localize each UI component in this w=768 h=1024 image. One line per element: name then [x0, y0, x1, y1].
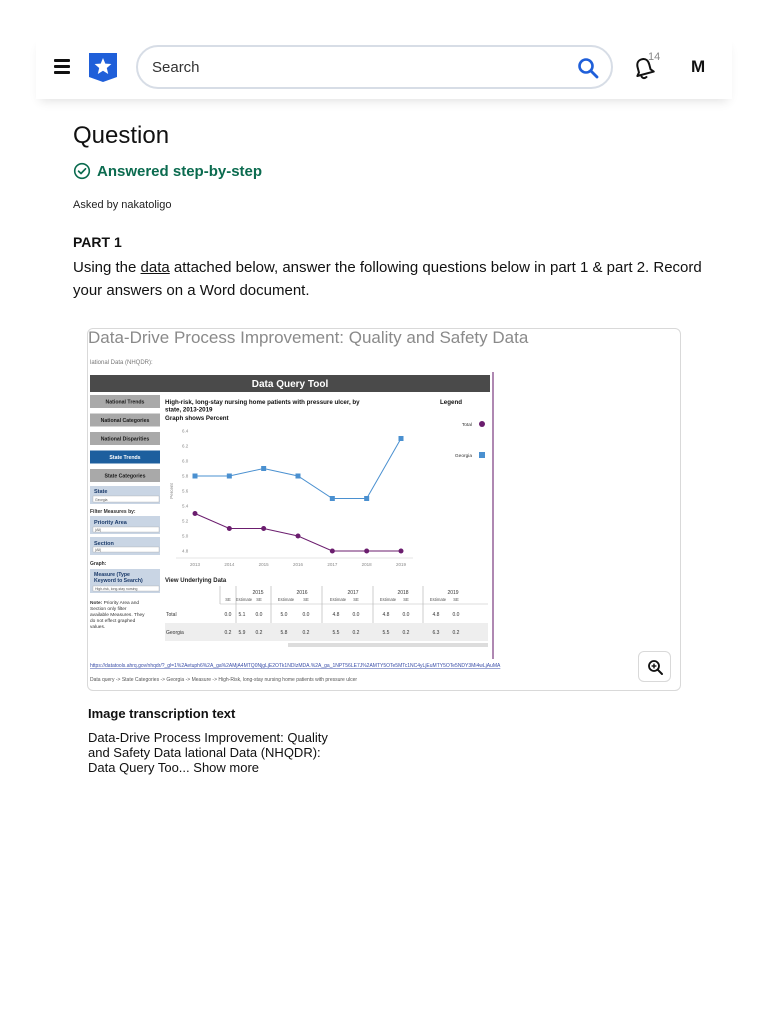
line-chart: [165, 399, 485, 567]
transcription-label: Image transcription text: [88, 706, 236, 721]
x-tick-label: 2014: [224, 562, 235, 567]
table-cell: 5.5: [332, 630, 340, 636]
priority-value: (All): [95, 528, 102, 532]
y-tick-label: 5.8: [182, 473, 189, 479]
graph-label: Graph:: [90, 561, 107, 567]
y-axis-label: Percent: [169, 483, 174, 499]
table-cell: 5.1: [238, 612, 246, 618]
table-subheader: Estimate: [429, 597, 447, 602]
data-point: [364, 549, 369, 554]
table-cell: 0.0: [302, 612, 310, 618]
side-nav-label: State Categories: [104, 473, 146, 480]
data-query-screenshot: [88, 329, 681, 691]
transcription-body: Data-Drive Process Improvement: Quality and Safety Data lational Data (NHQDR): Data Query Too...: [88, 730, 328, 775]
x-tick-label: 2015: [258, 562, 269, 567]
check-circle-icon: [73, 162, 91, 180]
table-cell: 0.2: [302, 630, 310, 636]
y-tick-label: 6.0: [182, 458, 189, 464]
table-cell: 5.9: [238, 630, 246, 636]
data-point: [296, 474, 301, 479]
top-navigation-bar: [36, 37, 732, 99]
state-value: Georgia: [95, 498, 108, 502]
attached-image[interactable]: [87, 328, 681, 691]
question-text-before: Using the: [73, 259, 141, 276]
search-icon[interactable]: [577, 57, 599, 79]
data-point: [261, 466, 266, 471]
table-year-header: 2018: [397, 590, 409, 596]
section-label: Section: [94, 541, 114, 547]
table-subheader: SE: [225, 597, 231, 602]
underlying-data-table: [165, 586, 488, 647]
chart-title: High-risk, long-stay nursing home patients with pressure ulcer, by state, 2013-2019: [165, 399, 360, 414]
table-cell: 4.8: [332, 612, 340, 618]
table-subheader: Estimate: [329, 597, 347, 602]
x-tick-label: 2016: [292, 562, 304, 567]
question-text: [73, 256, 713, 302]
table-cell: 5.0: [280, 612, 288, 618]
table-subheader: Estimate: [277, 597, 295, 602]
chart-subtitle: Graph shows Percent: [165, 415, 229, 422]
measure-value: High-risk, long-stay nursing: [95, 587, 138, 591]
table-cell: 0.2: [255, 630, 263, 636]
y-tick-label: 5.2: [182, 518, 189, 524]
measure-label: Measure (Type Keyword to Search): [94, 572, 143, 584]
legend-marker: [479, 452, 485, 458]
data-point: [330, 549, 335, 554]
side-nav-label: National Disparities: [100, 436, 150, 443]
brand-logo-icon[interactable]: [88, 51, 118, 83]
table-cell: 0.0: [352, 612, 360, 618]
x-tick-label: 2018: [361, 562, 372, 567]
graph-note: Note: Priority Area and Section only filter available Measures. They do not effect graphed values.: [90, 601, 145, 630]
side-nav-label: National Trends: [105, 399, 145, 406]
notification-count: 14: [648, 51, 661, 63]
data-point: [399, 549, 404, 554]
side-nav-label: National Categories: [100, 418, 150, 425]
legend-label: Georgia: [454, 454, 472, 459]
data-point: [399, 436, 404, 441]
priority-label: Priority Area: [94, 520, 127, 526]
x-tick-label: 2013: [189, 562, 201, 567]
search-input[interactable]: [152, 57, 552, 77]
table-cell: 0.0: [452, 612, 460, 618]
data-point: [193, 511, 198, 516]
legend-marker: [479, 421, 485, 427]
part-label: PART 1: [73, 234, 122, 250]
y-tick-label: 6.2: [182, 443, 189, 449]
page-title: Question: [73, 122, 170, 149]
user-avatar[interactable]: M: [691, 57, 706, 76]
y-tick-label: 6.4: [182, 428, 189, 434]
series-line-total: [195, 514, 401, 552]
table-subheader: Estimate: [235, 597, 253, 602]
table-subheader: Estimate: [379, 597, 397, 602]
transcription-text: [88, 730, 348, 775]
answered-status: [73, 162, 262, 180]
y-tick-label: 5.6: [182, 488, 189, 494]
table-year-header: 2017: [347, 590, 359, 596]
table-cell: 6.3: [432, 630, 440, 636]
data-point: [227, 526, 232, 531]
legend-label: Total: [461, 423, 472, 428]
table-subheader: SE: [353, 597, 359, 602]
menu-icon[interactable]: [54, 59, 70, 73]
y-tick-label: 4.8: [182, 548, 189, 554]
data-point: [261, 526, 266, 531]
filter-label: Filter Measures by:: [90, 509, 136, 515]
table-cell: 0.0: [224, 612, 232, 618]
table-subheader: SE: [303, 597, 309, 602]
zoom-in-icon: [647, 659, 664, 676]
tool-title: Data Query Tool: [251, 379, 329, 390]
table-row-label: Georgia: [166, 630, 184, 636]
x-tick-label: 2019: [395, 562, 407, 567]
series-line-georgia: [195, 439, 401, 499]
data-link[interactable]: data: [140, 259, 170, 276]
image-heading: Data-Drive Process Improvement: Quality and Safety Data: [88, 329, 529, 347]
table-row-label: Total: [166, 612, 177, 618]
section-value: (All): [95, 548, 102, 552]
data-point: [296, 534, 301, 539]
side-navigation: [90, 395, 160, 482]
image-subheading: lational Data (NHQDR):: [90, 360, 153, 366]
table-cell: 0.0: [255, 612, 263, 618]
table-subheader: SE: [453, 597, 459, 602]
table-year-header: 2015: [252, 590, 264, 596]
asked-by: Asked by nakatoligo: [73, 199, 172, 211]
table-year-header: 2016: [296, 590, 308, 596]
source-url[interactable]: https://datatools.ahrq.gov/nhqdr/?_gl=1%2Aetuph6%2A_ga%2AMjA4MTQ0NjgLjE2OTk1NDIzMDA.%2A_ga_1NPT56LE7J%2AMTY5OTe5MTc1NC4yLjEuMTY5OTe5NDY3Mi4wLjAuMA: [90, 663, 501, 669]
data-point: [193, 474, 198, 479]
table-cell: 0.0: [402, 612, 410, 618]
view-data-label: View Underlying Data: [165, 578, 227, 584]
y-tick-label: 5.0: [182, 533, 189, 539]
side-nav-label: State Trends: [109, 455, 141, 462]
data-point: [364, 496, 369, 501]
data-point: [330, 496, 335, 501]
table-cell: 5.5: [382, 630, 390, 636]
legend-title: Legend: [440, 399, 463, 406]
question-text-after: attached below, answer the following questions below in part 1 & part 2. Record your answers on a Word document.: [73, 259, 702, 299]
answered-status-label: Answered step-by-step: [97, 162, 263, 180]
table-cell: 4.8: [432, 612, 440, 618]
table-cell: 0.2: [352, 630, 360, 636]
table-year-header: 2019: [447, 590, 459, 596]
table-cell: 0.2: [402, 630, 410, 636]
table-cell: 5.8: [280, 630, 288, 636]
show-more-link[interactable]: Show more: [193, 760, 260, 775]
table-cell: 0.2: [224, 630, 232, 636]
table-subheader: SE: [256, 597, 262, 602]
state-label: State: [94, 489, 108, 495]
table-cell: 4.8: [382, 612, 390, 618]
data-point: [227, 474, 232, 479]
table-subheader: SE: [403, 597, 409, 602]
image-breadcrumb: Data query -> State Categories -> Georgia -> Measure -> High-Risk, long-stay nursing home patients with pressure ulcer: [90, 677, 358, 683]
table-cell: 0.2: [452, 630, 460, 636]
y-tick-label: 5.4: [182, 503, 189, 509]
x-tick-label: 2017: [327, 562, 338, 567]
zoom-button[interactable]: [638, 651, 671, 682]
search-bar[interactable]: [136, 45, 613, 89]
